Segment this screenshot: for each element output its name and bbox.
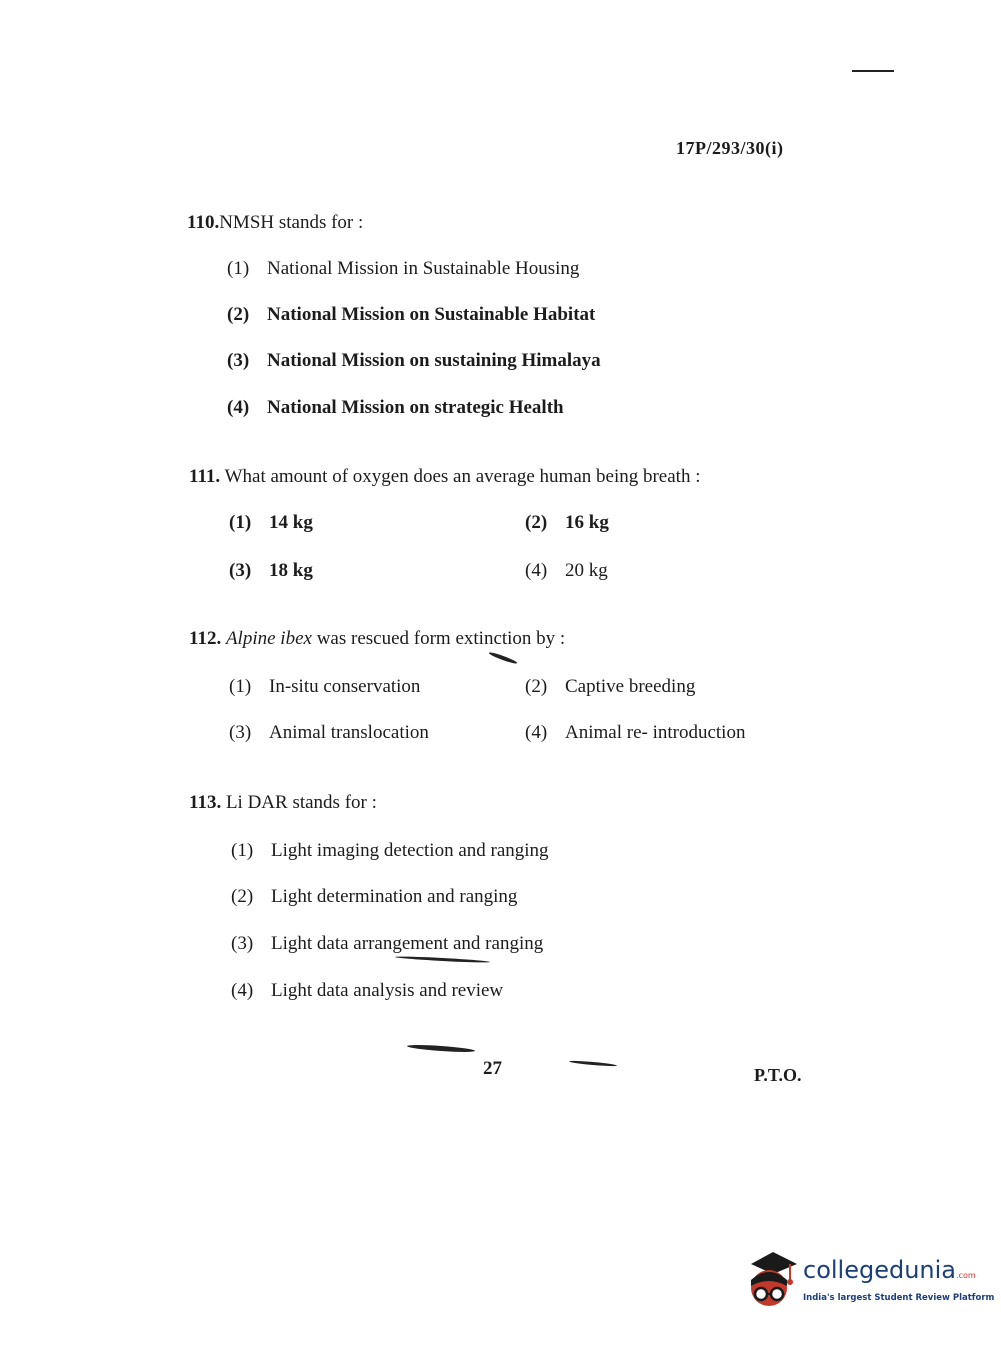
species-name: Alpine ibex xyxy=(225,628,312,649)
option: (2) 16 kg xyxy=(525,512,609,533)
question-number: 113. xyxy=(189,792,222,813)
question-112 xyxy=(189,628,565,650)
option: (4) National Mission on strategic Health xyxy=(227,397,564,418)
option: (3) Light data arrangement and ranging xyxy=(231,933,544,954)
option: (3) 18 kg xyxy=(229,560,313,581)
brand-name: collegedunia xyxy=(803,1256,957,1284)
paper-code: 17P/293/30(i) xyxy=(676,138,784,158)
question-111 xyxy=(189,466,700,488)
brand-tagline: India's largest Student Review Platform xyxy=(803,1293,995,1303)
mascot-icon xyxy=(743,1250,799,1314)
question-number: 111. xyxy=(189,466,221,487)
scan-smudge xyxy=(852,70,894,72)
option: (2) National Mission on Sustainable Habitat xyxy=(227,304,596,325)
question-number: 110. xyxy=(187,212,220,233)
scan-smudge xyxy=(395,956,490,964)
collegedunia-logo xyxy=(743,1250,995,1320)
option: (1) National Mission in Sustainable Housing xyxy=(227,258,580,279)
option: (2) Captive breeding xyxy=(525,676,696,697)
scan-smudge xyxy=(488,651,518,665)
option: (1) 14 kg xyxy=(229,512,313,533)
option: (2) Light determination and ranging xyxy=(231,886,518,907)
question-text: was rescued form extinction by : xyxy=(311,628,566,649)
option: (4) Animal re- introduction xyxy=(525,722,746,743)
question-number: 112. xyxy=(189,628,222,649)
scan-smudge xyxy=(407,1044,475,1054)
scan-smudge xyxy=(569,1060,617,1067)
question-113 xyxy=(189,792,377,814)
question-text: What amount of oxygen does an average human being breath : xyxy=(224,466,701,487)
option: (3) National Mission on sustaining Himalaya xyxy=(227,350,601,371)
question-text: Li DAR stands for : xyxy=(225,792,377,813)
pto-label: P.T.O. xyxy=(754,1065,802,1085)
option: (4) 20 kg xyxy=(525,560,608,581)
page-number: 27 xyxy=(483,1058,502,1079)
question-110 xyxy=(187,212,363,234)
option: (4) Light data analysis and review xyxy=(231,980,504,1001)
question-text: NMSH stands for : xyxy=(219,212,364,233)
brand-suffix: .com xyxy=(956,1271,976,1280)
option: (1) Light imaging detection and ranging xyxy=(231,840,549,861)
option: (1) In-situ conservation xyxy=(229,676,421,697)
option: (3) Animal translocation xyxy=(229,722,429,743)
